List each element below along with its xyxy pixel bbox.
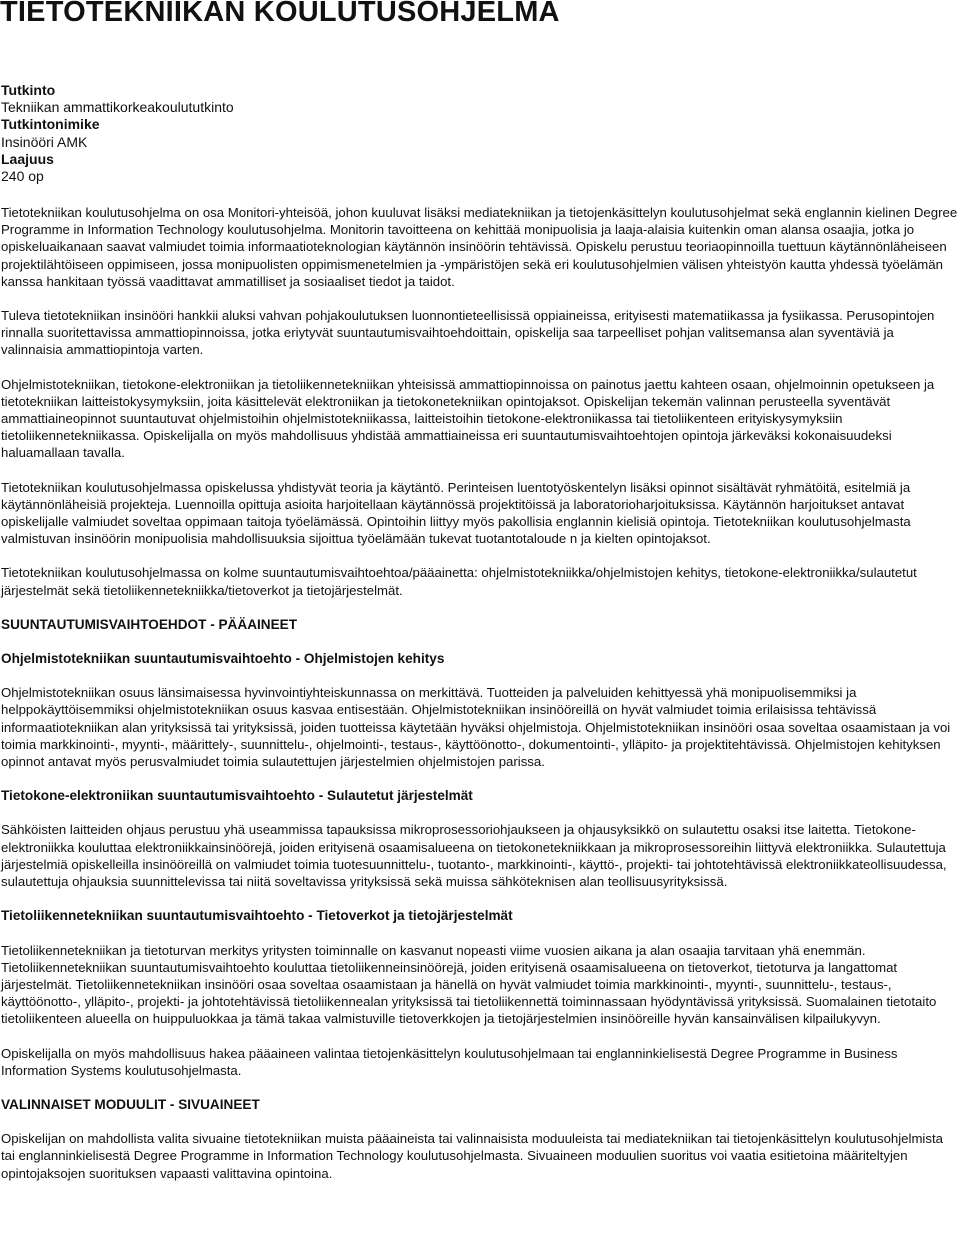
intro-paragraph-2: Tuleva tietotekniikan insinööri hankkii aluksi vahvan pohjakoulutuksen luonnontieteellisissä oppiaineissa, erityisesti matematiikassa ja fysiikassa. Perusopintojen rinnalla suoritettavissa ammattiopinnoissa, jotka eriytyvät suuntautumisvaihtoehdoittain, opiskelija saa tarpeelliset pohjan valitsemansa alan syventäviä ja valinnaisia ammattiopintoja varten. bbox=[1, 308, 935, 358]
intro-paragraph-3: Ohjelmistotekniikan, tietokone-elektroniikan ja tietoliikennetekniikan yhteisissä ammattiopinnoissa on painotus jaettu kahteen osaan, ohjelmoinnin opetukseen ja tietotekniikan laitteistokysymyksiin, joita käsittelevät elektroniikan ja tietokonetekniikan opintojaksot. Opiskelijan tekemän valinnan perusteella syventävät ammattiaineopinnot suuntautuvat ohjelmistoihin ohjelmistotekniikassa, laitteistoihin tietokone-elektroniikassa tai tietoliikenteen erityiskysymyksiin tietoliikennetekniikassa. Opiskelijalla on myös mahdollisuus yhdistää ammattiaineissa eri suuntautumisvaihtoehtojen opintoja järkeväksi kokonaisuudeksi haluamallaan tavalla. bbox=[1, 376, 935, 461]
telecom-section-extra: Opiskelijalla on myös mahdollisuus hakea pääaineen valintaa tietojenkäsittelyn koulutusohjelmaan tai englanninkielisestä Degree Programme in Business Information Systems koulutusohjelmasta. bbox=[1, 1045, 898, 1078]
specializations-heading: SUUNTAUTUMISVAIHTOEHDOT - PÄÄAINEET bbox=[1, 616, 298, 632]
embedded-section-text: Sähköisten laitteiden ohjaus perustuu yhä useammissa tapauksissa mikroprosessoriohjaukseen ja ohjausyksikkö on sulautettu osaksi itse laitetta. Tietokone-elektroniikka kouluttaa elektroniikkainsinöörejä, joiden erityisenä osaamisalueena on tietokonetekniikkaan ja mikroprosessoreihin liittyvä elektroniikka. Sulautettuja järjestelmiä opiskelleilla insinööreillä on valmiudet toimia tuotesuunnittelu-, tuotanto-, markkinointi-, käyttö-, projekti- tai johtotehtävissä elektroniikkateollisuudessa, sulautettuja ohjauksia suunnittelevissa tai niitä soveltavissa yrityksissä sekä muissa sähköteknisen alan teollisuusyrityksissä. bbox=[1, 822, 947, 890]
intro-paragraph-5: Tietotekniikan koulutusohjelmassa on kolme suuntautumisvaihtoehtoa/pääainetta: ohjelmistotekniikka/ohjelmistojen kehitys, tietokone-elektroniikka/sulautetut järjestelmät sekä tietoliikennetekniikka/tietoverkot ja tietojärjestelmät. bbox=[1, 565, 917, 598]
degree-label: Tutkinto bbox=[1, 82, 56, 98]
telecom-section-heading: Tietoliikennetekniikan suuntautumisvaihtoehto - Tietoverkot ja tietojärjestelmät bbox=[1, 908, 513, 924]
electives-text: Opiskelijan on mahdollista valita sivuaine tietotekniikan muista pääaineista tai valinnaisista moduuleista tai mediatekniikan tai tietojenkäsittelyn koulutusohjelmista tai englanninkielisestä Degree Programme in Information Technology koulutusohjelmasta. Sivuaineen moduulien suoritus voi vaatia esitietoina määriteltyjen opintojaksojen suorituksen vapaasti valittavina opintoina. bbox=[1, 1131, 943, 1181]
document-body bbox=[1, 204, 959, 1199]
software-section-heading: Ohjelmistotekniikan suuntautumisvaihtoehto - Ohjelmistojen kehitys bbox=[1, 651, 445, 667]
embedded-section-heading: Tietokone-elektroniikan suuntautumisvaihtoehto - Sulautetut järjestelmät bbox=[1, 788, 473, 804]
degree-title-value: Insinööri AMK bbox=[1, 133, 88, 150]
intro-paragraph-4: Tietotekniikan koulutusohjelmassa opiskelussa yhdistyvät teoria ja käytäntö. Perinteisen luentotyöskentelyn lisäksi opinnot sisältävät ryhmätöitä, esitelmiä ja käytännönläheisiä projekteja. Luennoilla opittuja asioita harjoitellaan käytännössä projektitöissä ja laboratorioharjoituksissa. Käytännön harjoitukset antavat opiskelijalle valmiudet soveltaa oppimaan taitoja työelämässä. Opintoihin liittyy myös pakollisia englannin kielisiä opintoja. Tietotekniikan koulutusohjelmasta valmistuvan insinöörin monipuolisia mahdollisuuksia sijoittua työelämään tukevat tuotantotaloude n ja kielten opintojaksot. bbox=[1, 479, 911, 547]
intro-paragraph-1: Tietotekniikan koulutusohjelma on osa Monitori-yhteisöä, johon kuuluvat lisäksi mediatekniikan ja tietojenkäsittelyn koulutusohjelmat sekä englannin kielinen Degree Programme in Information Technology koulutusohjelma. Monitorin tavoitteena on kehittää monipuolisia ja laaja-alaisia kuitenkin oman alansa osaajia, jotka jo opiskeluaikanaan saavat valmiudet toimia informaatioteknologian käytännön insinöörin tehtävissä. Opiskelu perustuu teoriaopinnoilla tuettuun käytännönläheiseen projektilähtöiseen oppimiseen, jossa monipuolisten oppimismenetelmien ja -ympäristöjen sekä eri koulutusohjelmien välisen yhteistyön kautta yhdessä työelämän kanssa hankitaan työssä vaadittavat ammatilliset ja sosiaaliset tiedot ja taidot. bbox=[1, 205, 958, 289]
page-title: TIETOTEKNIIKAN KOULUTUSOHJELMA bbox=[0, 0, 560, 28]
software-section-text: Ohjelmistotekniikan osuus länsimaisessa hyvinvointiyhteiskunnassa on merkittävä. Tuotteiden ja palveluiden kehittyessä yhä monipuolisemmiksi ja helppokäyttöisemmiksi ohjelmistotekniikan osuus kasvaa entisestään. Ohjelmistotekniikan insinööreillä on hyvät valmiudet toimia erilaisissa tehtävissä informaatiotekniikan alan yrityksissä tai yrityksissä, joiden tuotteissa käytetään hyväksi ohjelmistoja. Ohjelmistotekniikan insinööri osaa soveltaa osaamistaan ja voi toimia markkinointi-, myynti-, määrittely-, suunnittelu-, ohjelmointi-, testaus-, käyttöönotto-, dokumentointi-, ylläpito- ja projektitehtävissä. Ohjelmistojen kehityksen opinnot antavat myös perusvalmiudet toimia sulautettujen järjestelmien ohjelmistojen parissa. bbox=[1, 685, 951, 770]
scope-label: Laajuus bbox=[1, 150, 54, 167]
degree-info bbox=[1, 82, 234, 185]
degree-value: Tekniikan ammattikorkeakoulututkinto bbox=[1, 99, 234, 116]
scope-value: 240 op bbox=[1, 168, 44, 185]
electives-heading: VALINNAISET MODUULIT - SIVUAINEET bbox=[1, 1096, 260, 1112]
degree-title-label: Tutkintonimike bbox=[1, 116, 100, 133]
telecom-section-text: Tietoliikennetekniikan ja tietoturvan merkitys yritysten toiminnalle on kasvanut nopeasti viime vuosien aikana ja alan osaajia tarvitaan yhä enemmän. Tietoliikennetekniikan suuntautumisvaihtoehto kouluttaa tietoliikenneinsinöörejä, joiden erityisenä osaamisalueena on tietoverkot, tietoturva ja langattomat järjestelmät. Tietoliikennetekniikan insinööri osaa soveltaa osaamistaan ja hänellä on hyvät valmiudet toimia markkinointi-, myynti-, suunnittelu-, testaus-, käyttöönotto-, ylläpito-, projekti- ja johtotehtävissä tietoliikennealan yrityksissä tai tietoliikennettä toiminnassaan hyödyntävissä yrityksissä. Suomalainen tietotaito tietoliikenteen alueella on huippuluokkaa ja tämä takaa valmistuville tietoverkkojen ja tietojärjestelmien insinööreille hyvän kansainvälisen kilpailukyvyn. bbox=[1, 942, 937, 1027]
